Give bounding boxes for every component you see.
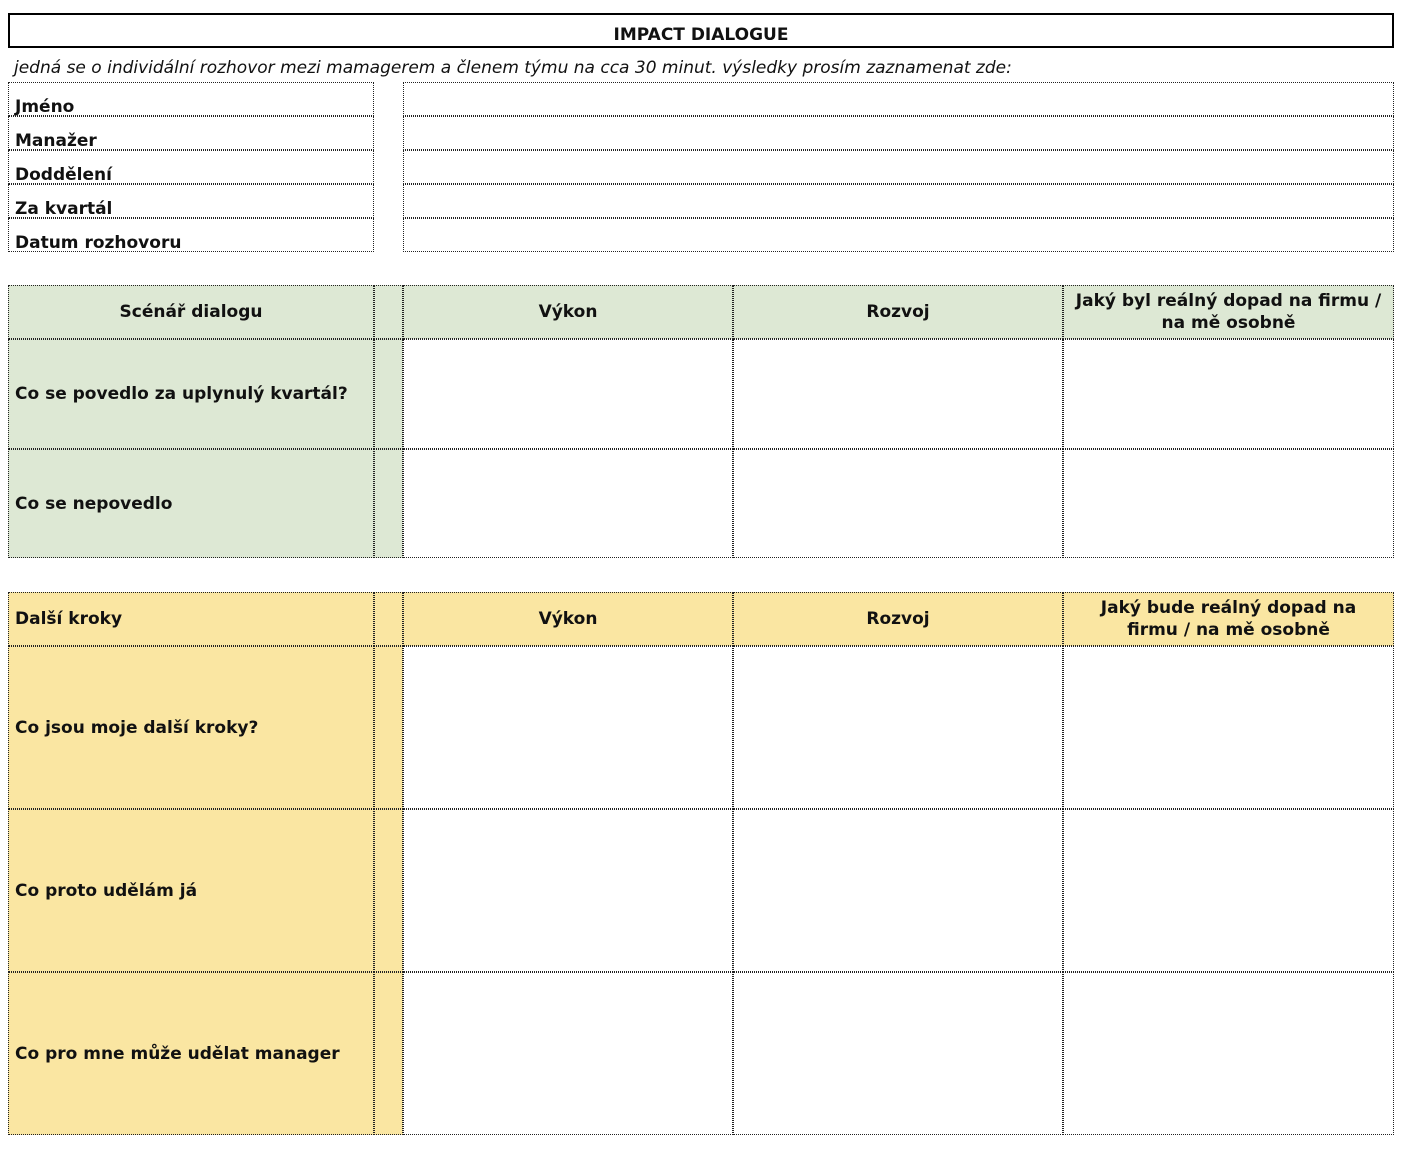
- info-label-text: Jméno: [15, 97, 75, 117]
- info-label-oddeleni: [8, 150, 374, 184]
- section2-row-kroky: Co jsou moje další kroky?: [8, 646, 374, 809]
- section1-spacer: [374, 285, 403, 339]
- info-label-jmeno: [8, 82, 374, 116]
- intro-text: jedná se o individální rozhovor mezi mamagerem a členem týmu na cca 30 minut. výsledky prosím zaznamenat zde:: [14, 58, 1012, 78]
- section1-col-dopad: Jaký byl reálný dopad na firmu / na mě osobně: [1063, 285, 1394, 339]
- section1-cell-nepovedlo-dopad[interactable]: [1063, 449, 1394, 558]
- section2-cell-kroky-rozvoj[interactable]: [733, 646, 1063, 809]
- section2-spacer: [374, 592, 403, 646]
- info-label-datum: [8, 218, 374, 252]
- section2-cell-manager-vykon[interactable]: [403, 972, 733, 1135]
- section2-spacer: [374, 646, 403, 809]
- info-label-text: Doddělení: [15, 165, 112, 185]
- info-label-text: Manažer: [15, 131, 97, 151]
- section1-col-rozvoj: Rozvoj: [733, 285, 1063, 339]
- section1-cell-povedlo-vykon[interactable]: [403, 339, 733, 449]
- section2-spacer: [374, 809, 403, 972]
- section2-cell-udelam-rozvoj[interactable]: [733, 809, 1063, 972]
- section2-cell-manager-rozvoj[interactable]: [733, 972, 1063, 1135]
- info-label-text: Datum rozhovoru: [15, 233, 182, 253]
- section1-row-nepovedlo: Co se nepovedlo: [8, 449, 374, 558]
- info-label-text: Za kvartál: [15, 199, 113, 219]
- section2-cell-manager-dopad[interactable]: [1063, 972, 1394, 1135]
- section1-col-vykon: Výkon: [403, 285, 733, 339]
- info-input-manazer[interactable]: [403, 116, 1394, 150]
- section2-row-udelam: Co proto udělám já: [8, 809, 374, 972]
- info-input-datum[interactable]: [403, 218, 1394, 252]
- section2-cell-udelam-dopad[interactable]: [1063, 809, 1394, 972]
- section2-row-manager: Co pro mne může udělat manager: [8, 972, 374, 1135]
- section2-cell-udelam-vykon[interactable]: [403, 809, 733, 972]
- section2-spacer: [374, 972, 403, 1135]
- section1-cell-povedlo-rozvoj[interactable]: [733, 339, 1063, 449]
- info-label-kvartal: [8, 184, 374, 218]
- section1-spacer: [374, 339, 403, 449]
- section2-cell-kroky-dopad[interactable]: [1063, 646, 1394, 809]
- section2-col-dopad: Jaký bude reálný dopad na firmu / na mě osobně: [1063, 592, 1394, 646]
- section1-cell-povedlo-dopad[interactable]: [1063, 339, 1394, 449]
- section1-row-povedlo: Co se povedlo za uplynulý kvartál?: [8, 339, 374, 449]
- page-title: IMPACT DIALOGUE: [8, 13, 1394, 48]
- info-input-jmeno[interactable]: [403, 82, 1394, 116]
- info-label-manazer: [8, 116, 374, 150]
- section1-cell-nepovedlo-rozvoj[interactable]: [733, 449, 1063, 558]
- info-input-kvartal[interactable]: [403, 184, 1394, 218]
- section1-spacer: [374, 449, 403, 558]
- section2-cell-kroky-vykon[interactable]: [403, 646, 733, 809]
- info-input-oddeleni[interactable]: [403, 150, 1394, 184]
- section2-col-rozvoj: Rozvoj: [733, 592, 1063, 646]
- section2-col-vykon: Výkon: [403, 592, 733, 646]
- section1-header: Scénář dialogu: [8, 285, 374, 339]
- section2-header: Další kroky: [8, 592, 374, 646]
- section1-cell-nepovedlo-vykon[interactable]: [403, 449, 733, 558]
